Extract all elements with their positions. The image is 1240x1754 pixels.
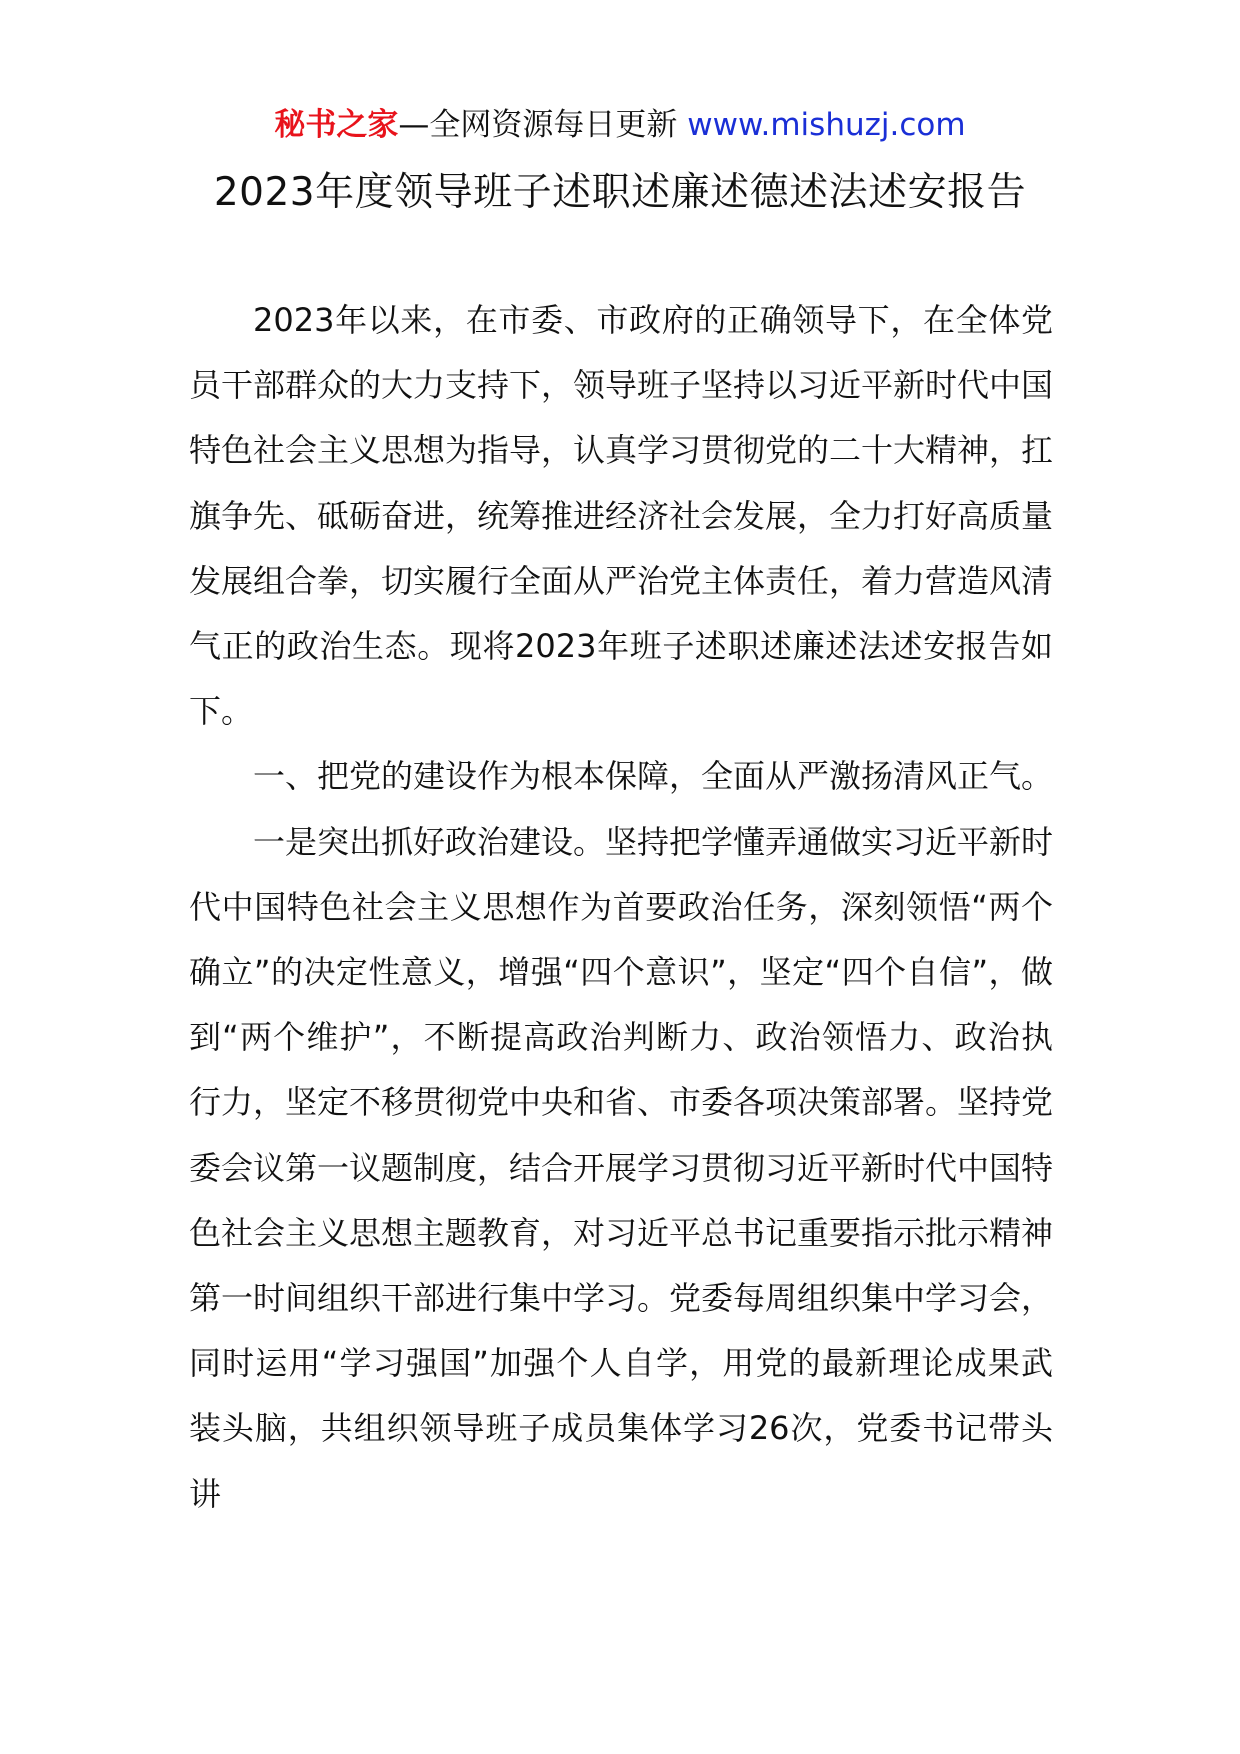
header-slogan: —全网资源每日更新 bbox=[398, 107, 688, 143]
site-header bbox=[0, 103, 1240, 147]
document-body bbox=[189, 288, 1053, 1527]
body-paragraph: 一是突出抓好政治建设。坚持把学懂弄通做实习近平新时代中国特色社会主义思想作为首要政治任务，深刻领悟“两个确立”的决定性意义，增强“四个意识”，坚定“四个自信”，做到“两个维护”，不断提高政治判断力、政治领悟力、政治执行力，坚定不移贯彻党中央和省、市委各项决策部署。坚持党委会议第一议题制度，结合开展学习贯彻习近平新时代中国特色社会主义思想主题教育，对习近平总书记重要指示批示精神第一时间组织干部进行集中学习。党委每周组织集中学习会，同时运用“学习强国”加强个人自学，用党的最新理论成果武装头脑，共组织领导班子成员集体学习26次，党委书记带头讲 bbox=[189, 822, 1054, 1513]
document-title: 2023年度领导班子述职述廉述德述法述安报告 bbox=[213, 170, 1027, 215]
section-heading: 一、把党的建设作为根本保障，全面从严激扬清风正气。 bbox=[253, 757, 1054, 796]
brand-name: 秘书之家 bbox=[274, 107, 399, 143]
site-link[interactable]: www.mishuzj.com bbox=[687, 107, 966, 143]
intro-paragraph: 2023年以来，在市委、市政府的正确领导下，在全体党员干部群众的大力支持下，领导班子坚持以习近平新时代中国特色社会主义思想为指导，认真学习贯彻党的二十大精神，扛旗争先、砥砺奋进，统筹推进经济社会发展，全力打好高质量发展组合拳，切实履行全面从严治党主体责任，着力营造风清气正的政治生态。现将2023年班子述职述廉述法述安报告如下。 bbox=[189, 301, 1054, 731]
